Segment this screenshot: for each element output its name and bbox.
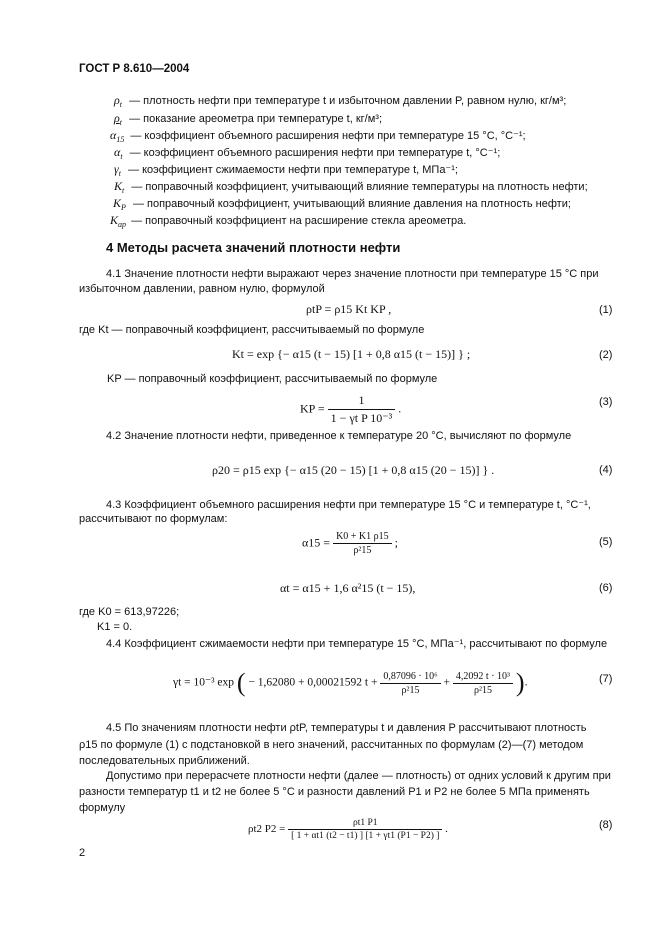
definition-subscript: ар xyxy=(118,220,127,230)
definition-item xyxy=(110,213,466,229)
formula-7-tail: . xyxy=(524,676,528,689)
paragraph-4-6-line1: Допустимо при перерасчете плотности нефти (далее — плотность) от одних условий к другим при xyxy=(106,770,611,782)
definition-subscript: P xyxy=(121,203,126,213)
formula-5-fraction xyxy=(333,531,392,556)
formula-3-fraction xyxy=(328,393,396,426)
formula-3-lhs: KP = xyxy=(300,401,325,416)
definition-subscript: t xyxy=(120,152,123,162)
definition-subscript: t xyxy=(118,169,121,179)
paragraph-k0: где K0 = 613,97226; xyxy=(79,606,180,618)
definition-subscript: 15 xyxy=(116,135,125,145)
definition-text: — плотность нефти при температуре t и избыточном давлении P, равном нулю, кг/м³; xyxy=(129,95,567,107)
definition-text: — поправочный коэффициент, учитывающий влияние давления на плотность нефти; xyxy=(132,198,571,210)
formula-7 xyxy=(173,668,527,698)
paragraph-where-kt: где Kt — поправочный коэффициент, рассчитываемый по формуле xyxy=(79,324,425,336)
formula-7-fraction-1-numerator: 0,87096 · 10⁶ xyxy=(380,671,440,684)
formula-7-part1: − 1,62080 + 0,00021592 t + xyxy=(248,676,378,689)
formula-8 xyxy=(248,818,448,841)
definition-symbol: K xyxy=(110,213,119,227)
definition-subscript: t xyxy=(119,100,122,110)
definition-subscript: t xyxy=(122,186,125,196)
definition-item xyxy=(110,128,526,144)
formula-3-numerator: 1 xyxy=(328,393,396,410)
formula-7-lhs: γt = 10⁻³ exp xyxy=(173,676,235,689)
paragraph-4-3-line1: 4.3 Коэффициент объемного расширения нефти при температуре 15 °С и температуре t, °С⁻¹, xyxy=(106,499,591,511)
definition-symbol: ρ xyxy=(114,111,120,125)
formula-1-number: (1) xyxy=(599,304,613,316)
formula-8-lhs: ρt2 P2 = xyxy=(248,823,286,836)
definition-item xyxy=(113,196,571,212)
formula-4-number: (4) xyxy=(599,464,613,476)
formula-3 xyxy=(300,393,401,426)
paragraph-4-4: 4.4 Коэффициент сжимаемости нефти при температуре 15 °С, МПа⁻¹, рассчитывают по формуле xyxy=(106,638,608,650)
formula-5-numerator: K0 + K1 ρ15 xyxy=(333,531,392,544)
formula-8-tail: . xyxy=(445,823,448,836)
definition-item xyxy=(114,162,458,178)
formula-7-fraction-2-numerator: 4,2092 t · 10³ xyxy=(453,671,513,684)
paragraph-4-5-line1: 4.5 По значениям плотности нефти ρtP, температуры t и давления P рассчитывают плотность xyxy=(106,722,587,734)
formula-2-number: (2) xyxy=(599,349,613,361)
paragraph-4-5-line3: последовательных приближений. xyxy=(79,755,250,767)
definition-item xyxy=(114,179,588,195)
formula-7-number: (7) xyxy=(599,673,613,685)
section-title: 4 Методы расчета значений плотности нефти xyxy=(106,240,401,255)
formula-7-fraction-2-denominator: ρ²15 xyxy=(473,684,492,696)
formula-2: Kt = exp {− α15 (t − 15) [1 + 0,8 α15 (t − 15)] } ; xyxy=(232,347,471,361)
formula-5-denominator: ρ²15 xyxy=(353,545,372,556)
formula-5-lhs: α15 = xyxy=(302,535,331,550)
definition-text: — коэффициент объемного расширения нефти при температуре t, °С⁻¹; xyxy=(129,147,501,159)
formula-8-number: (8) xyxy=(599,819,613,831)
formula-3-denominator: 1 − γt P 10⁻³ xyxy=(330,411,393,425)
formula-8-fraction xyxy=(288,818,442,841)
formula-3-tail: . xyxy=(398,401,402,416)
formula-7-plus: + xyxy=(443,676,451,689)
definition-item xyxy=(114,111,382,127)
formula-3-number: (3) xyxy=(599,396,613,408)
definition-symbol: γ xyxy=(114,162,119,176)
paragraph-k1: K1 = 0. xyxy=(97,621,133,633)
definition-text: — коэффициент объемного расширения нефти при температуре 15 °С, °С⁻¹; xyxy=(130,130,526,142)
definition-subscript: t xyxy=(119,118,122,128)
formula-7-paren-open: ( xyxy=(236,668,246,697)
definition-symbol: α xyxy=(110,128,117,142)
definition-item xyxy=(114,93,566,109)
formula-5-number: (5) xyxy=(599,536,613,548)
formula-8-denominator: [ 1 + αt1 (t2 − t1) ] [1 + γt1 (P1 − P2) ] xyxy=(291,831,440,841)
formula-7-paren-close: ) xyxy=(515,668,525,697)
formula-5 xyxy=(302,531,398,556)
paragraph-4-3-line2: рассчитывают по формулам: xyxy=(79,513,228,525)
formula-7-fraction-1-denominator: ρ²15 xyxy=(401,684,420,696)
definition-text: — коэффициент сжимаемости нефти при температуре t, МПа⁻¹; xyxy=(128,164,458,176)
page-number: 2 xyxy=(79,847,86,859)
formula-7-fraction-1 xyxy=(380,671,440,696)
formula-4: ρ20 = ρ15 exp {− α15 (20 − 15) [1 + 0,8 α15 (20 − 15)] } . xyxy=(212,463,495,477)
definition-symbol: K xyxy=(113,196,122,210)
paragraph-4-5-line2: ρ15 по формуле (1) с подстановкой в него значений, рассчитанных по формулам (2)—(7) методом xyxy=(79,739,584,751)
formula-1: ρtP = ρ15 Kt KP , xyxy=(306,302,392,316)
paragraph-4-1-line1: 4.1 Значение плотности нефти выражают через значение плотности при температуре 15 °С при xyxy=(106,268,599,280)
definition-text: — поправочный коэффициент, учитывающий влияние температуры на плотность нефти; xyxy=(131,181,588,193)
definition-symbol: ρ xyxy=(114,93,120,107)
document-header: ГОСТ Р 8.610—2004 xyxy=(79,63,190,75)
definition-text: — показание ареометра при температуре t, кг/м³; xyxy=(129,113,383,125)
paragraph-4-2: 4.2 Значение плотности нефти, приведенное к температуре 20 °С, вычисляют по формуле xyxy=(106,430,572,442)
formula-8-numerator: ρt1 P1 xyxy=(288,818,442,830)
paragraph-4-6-line3: формулу xyxy=(79,802,126,814)
paragraph-4-1-line2: избыточном давлении, равном нулю, формулой xyxy=(79,283,325,295)
definition-symbol: α xyxy=(114,145,121,159)
definition-text: — поправочный коэффициент на расширение стекла ареометра. xyxy=(131,215,467,227)
formula-5-tail: ; xyxy=(394,535,398,550)
formula-6-number: (6) xyxy=(599,582,613,594)
paragraph-kp-definition: KP — поправочный коэффициент, рассчитываемый по формуле xyxy=(107,373,438,385)
definition-item xyxy=(114,145,500,161)
formula-6: αt = α15 + 1,6 α²15 (t − 15), xyxy=(280,581,416,595)
formula-7-fraction-2 xyxy=(453,671,513,696)
paragraph-4-6-line2: разности температур t1 и t2 не более 5 °С и разности давлений P1 и P2 не более 5 МПа применять xyxy=(79,786,590,798)
definition-symbol: K xyxy=(114,179,123,193)
